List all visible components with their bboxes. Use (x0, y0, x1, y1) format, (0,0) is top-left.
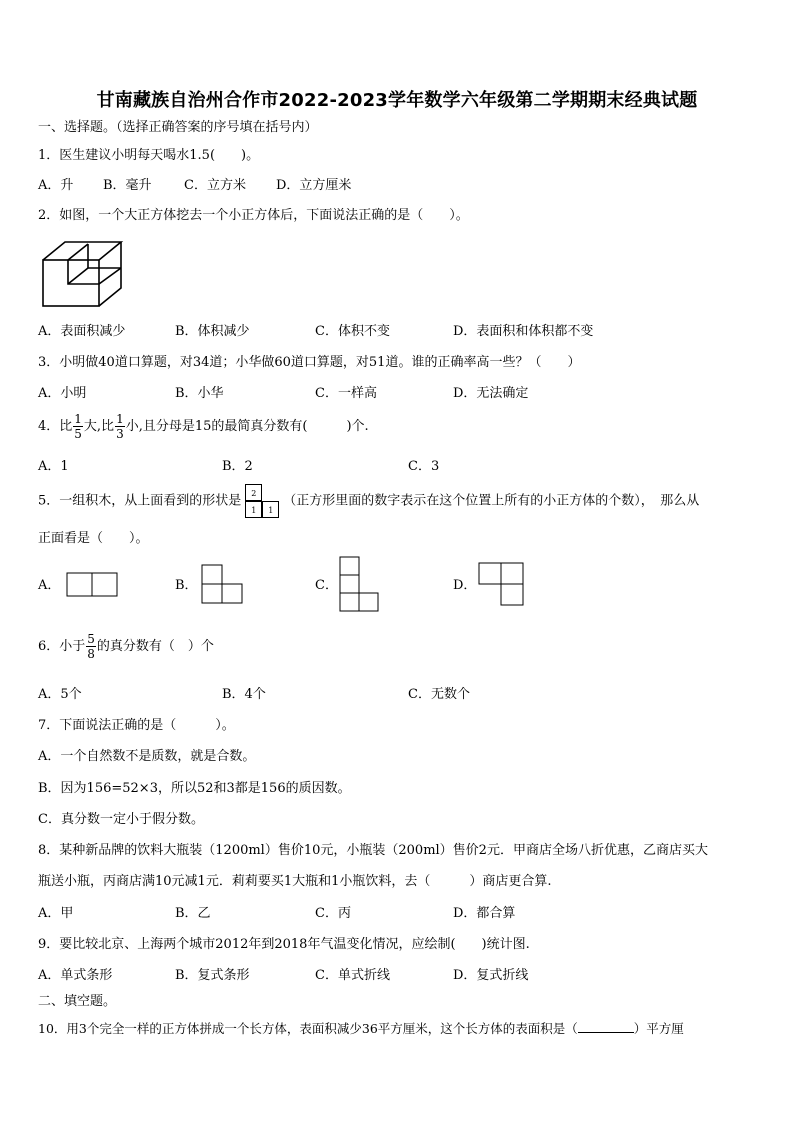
q5-suffix: （正方形里面的数字表示在这个位置上所有的小正方体的个数）， 那么从 (283, 493, 700, 509)
question-6-stem (38, 628, 214, 666)
q5-option-b-shape (201, 564, 245, 606)
q8-option-c: C．丙 (315, 906, 351, 921)
q3-option-d: D．无法确定 (453, 386, 529, 401)
fraction-denominator: 3 (116, 427, 124, 441)
q2-option-b: B．体积减少 (175, 324, 250, 339)
q2-option-a: A．表面积减少 (38, 324, 126, 339)
fraction-numerator: 1 (74, 412, 82, 426)
question-9-stem: 9．要比较北京、上海两个城市2012年到2018年气温变化情况，应绘制( )统计图. (38, 937, 530, 952)
q6-suffix: 的真分数有（ ）个 (96, 639, 214, 654)
q1-option-d: D．立方厘米 (276, 178, 352, 193)
top-view-cell: 1 (245, 501, 262, 518)
q3-option-c: C．一样高 (315, 386, 377, 401)
q2-option-d: D．表面积和体积都不变 (453, 324, 594, 339)
question-4-stem (38, 410, 369, 444)
q5-option-a: A． (38, 578, 61, 593)
fraction-one-third (115, 412, 125, 441)
q4-option-c: C．3 (408, 459, 440, 474)
q6-option-c: C．无数个 (408, 687, 470, 702)
q8-option-b: B．乙 (175, 906, 211, 921)
page-title: 甘南藏族自治州合作市2022-2023学年数学六年级第二学期期末经典试题 (96, 90, 698, 111)
q5-option-d: D． (453, 578, 477, 593)
q6-option-a: A．5个 (38, 687, 82, 702)
q4-prefix: 4．比 (38, 419, 73, 434)
section-heading-fill: 二、填空题。 (38, 994, 117, 1009)
fraction-denominator: 5 (74, 427, 82, 441)
q8-option-d: D．都合算 (453, 906, 516, 921)
q4-mid: 大,比 (83, 419, 115, 434)
q5-option-d-shape (478, 562, 526, 608)
q5-option-b: B． (175, 578, 198, 593)
q5-prefix: 5．一组积木，从上面看到的形状是 (38, 493, 242, 509)
fraction-numerator: 5 (87, 632, 95, 646)
q5-option-c: C． (315, 578, 338, 593)
q6-option-b: B．4个 (222, 687, 266, 702)
q7-option-a: A．一个自然数不是质数，就是合数。 (38, 749, 256, 764)
q7-option-c: C．真分数一定小于假分数。 (38, 812, 204, 827)
cube-with-cutout-figure (40, 238, 126, 310)
top-view-cell: 2 (245, 484, 262, 501)
question-8-line2: 瓶送小瓶，丙商店满10元减1元．莉莉要买1大瓶和1小瓶饮料，去（ ）商店更合算. (38, 874, 552, 889)
q3-option-a: A．小明 (38, 386, 87, 401)
top-view-grid (243, 483, 281, 519)
q1-option-b: B．毫升 (103, 178, 152, 193)
question-2-stem: 2．如图，一个大正方体挖去一个小正方体后，下面说法正确的是（ ）。 (38, 208, 469, 223)
q3-option-b: B．小华 (175, 386, 224, 401)
question-5-line2: 正面看是（ ）。 (38, 531, 149, 546)
question-3-stem: 3．小明做40道口算题，对34道；小华做60道口算题，对51道。谁的正确率高一些？（ ） (38, 355, 581, 370)
top-view-cell: 1 (262, 501, 279, 518)
q9-option-d: D．复式折线 (453, 968, 529, 983)
question-8-line1: 8．某种新品牌的饮料大瓶装（1200ml）售价10元，小瓶装（200ml）售价2元．甲商店全场八折优惠，乙商店买大 (38, 843, 708, 858)
q4-suffix: 小,且分母是15的最简真分数有( )个. (125, 419, 369, 434)
q4-option-b: B．2 (222, 459, 253, 474)
q1-option-a: A．升 (38, 178, 74, 193)
q5-option-a-shape (66, 572, 120, 598)
q1-option-c: C．立方米 (184, 178, 246, 193)
q6-prefix: 6．小于 (38, 639, 86, 654)
q10-prefix: 10．用3个完全一样的正方体拼成一个长方体，表面积减少36平方厘米，这个长方体的表面积是（ (38, 1021, 578, 1036)
q2-option-c: C．体积不变 (315, 324, 390, 339)
fraction-five-eighths (86, 632, 96, 661)
q5-option-c-shape (339, 556, 381, 614)
answer-blank (578, 1020, 634, 1033)
fraction-numerator: 1 (116, 412, 124, 426)
section-heading-choice: 一、选择题。（选择正确答案的序号填在括号内） (38, 120, 318, 135)
q10-suffix: ）平方厘 (633, 1021, 684, 1036)
q9-option-b: B．复式条形 (175, 968, 250, 983)
question-5-stem (38, 483, 699, 520)
fraction-one-fifth (73, 412, 83, 441)
q8-option-a: A．甲 (38, 906, 74, 921)
question-7-stem: 7．下面说法正确的是（ ）。 (38, 718, 235, 733)
question-10-stem (38, 1020, 684, 1037)
question-1-stem: 1．医生建议小明每天喝水1.5( )。 (38, 148, 260, 163)
q9-option-a: A．单式条形 (38, 968, 113, 983)
fraction-denominator: 8 (87, 647, 95, 661)
q4-option-a: A．1 (38, 459, 69, 474)
q9-option-c: C．单式折线 (315, 968, 390, 983)
q7-option-b: B．因为156=52×3，所以52和3都是156的质因数。 (38, 781, 351, 796)
